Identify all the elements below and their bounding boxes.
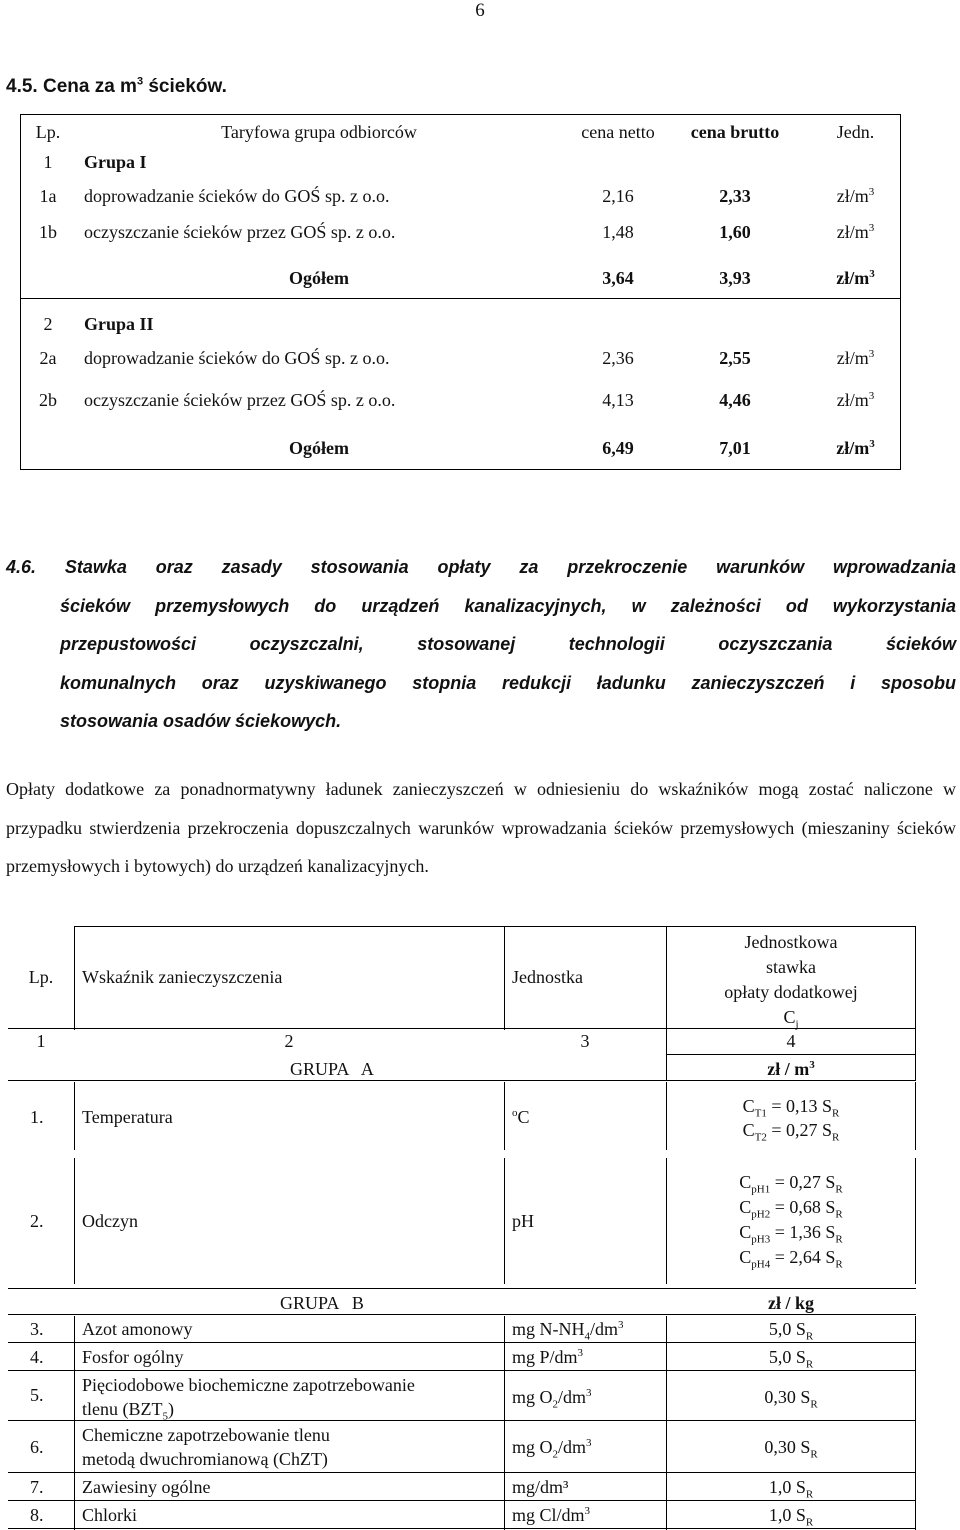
formula-s-sub: R xyxy=(835,1183,843,1196)
unit-base: zł/m xyxy=(836,348,869,368)
row-name: Azot amonowy xyxy=(82,1319,193,1339)
t2-header-indicator: Wskaźnik zanieczyszczenia xyxy=(82,967,283,987)
formula-value: = 0,27 xyxy=(770,1172,826,1192)
rate-value: 5,0 xyxy=(768,1319,796,1339)
unit-sup: 3 xyxy=(586,1387,592,1399)
formula-sub: T2 xyxy=(754,1131,767,1144)
ph-unit: pH xyxy=(512,1211,534,1231)
row-rate xyxy=(666,1346,916,1371)
table-line xyxy=(8,1370,916,1371)
row-lp: 1b xyxy=(39,222,57,242)
row-lp: 4. xyxy=(30,1347,44,1367)
unit-sup: 3 xyxy=(577,1347,584,1359)
row-unit xyxy=(512,1386,592,1411)
row-name-line-2-tail: ) xyxy=(167,1399,174,1419)
rate-line-2: stawka xyxy=(766,957,816,977)
rate-s-sub: R xyxy=(805,1330,814,1343)
row-unit: mg/dm³ xyxy=(512,1477,569,1497)
row-name: Chlorki xyxy=(82,1505,138,1525)
rate-s-sub: R xyxy=(805,1516,814,1529)
group-a-unit-text: zł / m xyxy=(767,1059,810,1079)
rate-s: S xyxy=(795,1319,806,1339)
row-name: oczyszczanie ścieków przez GOŚ sp. z o.o. xyxy=(84,222,396,242)
section-title-text: 4.5. Cena za m xyxy=(6,76,137,97)
rate-c-sub: j xyxy=(795,1018,799,1031)
group-lp: 2 xyxy=(43,314,53,334)
formula-sub: T1 xyxy=(754,1107,767,1120)
unit-base: zł/m xyxy=(836,390,869,410)
unit-sub: 2 xyxy=(552,1448,558,1461)
rate-line-3: opłaty dodatkowej xyxy=(724,982,858,1002)
rate-s: S xyxy=(795,1505,806,1525)
row-rate xyxy=(666,1436,916,1461)
formula-c: C xyxy=(739,1247,752,1267)
group-name: Grupa II xyxy=(84,314,154,334)
rate-line-1: Jednostkowa xyxy=(744,932,838,952)
temp-unit-text: C xyxy=(517,1107,530,1127)
row-name xyxy=(82,1423,330,1471)
unit-sup: 3 xyxy=(869,438,875,450)
formula-c: C xyxy=(739,1222,752,1242)
header-group: Taryfowa grupa odbiorców xyxy=(221,122,417,142)
unit-sup: 3 xyxy=(868,348,875,360)
row-lp: 8. xyxy=(30,1505,44,1525)
table-line xyxy=(8,1528,916,1529)
temp-lp: 1. xyxy=(30,1107,44,1127)
row-name-line-2-sub: 5 xyxy=(162,1410,168,1423)
formula-s-sub: R xyxy=(832,1107,840,1120)
header-net: cena netto xyxy=(581,122,655,142)
unit-sup: 3 xyxy=(618,1319,624,1331)
group-name: Grupa I xyxy=(84,152,147,172)
section-46-line-2: ścieków przemysłowych do urządzeń kanalizacyjnych, w zależności od wykorzystania xyxy=(60,595,956,616)
formula-c: C xyxy=(742,1120,755,1140)
formula-sub: pH1 xyxy=(751,1183,771,1196)
row-brutto: 2,55 xyxy=(719,348,751,368)
formula-s: S xyxy=(825,1222,836,1242)
rate-value: 0,30 xyxy=(764,1437,801,1457)
total-net: 3,64 xyxy=(602,268,634,288)
table-line xyxy=(8,1080,916,1081)
ph-name: Odczyn xyxy=(82,1211,138,1231)
formula-s: S xyxy=(822,1120,833,1140)
page-number: 6 xyxy=(475,0,485,21)
ph-formula xyxy=(666,1195,916,1220)
row-name-line-2 xyxy=(82,1397,415,1421)
unit-a: mg P/dm xyxy=(512,1347,578,1367)
row-brutto: 1,60 xyxy=(719,222,751,242)
formula-s-sub: R xyxy=(835,1233,843,1246)
ph-formula xyxy=(666,1245,916,1270)
formula-s-sub: R xyxy=(832,1131,840,1144)
ph-formulas xyxy=(666,1170,916,1270)
formula-value: = 0,27 xyxy=(766,1120,823,1140)
unit-sup: 3 xyxy=(584,1505,591,1517)
header-brutto: cena brutto xyxy=(690,122,780,142)
row-name: doprowadzanie ścieków do GOŚ sp. z o.o. xyxy=(84,186,390,206)
row-name-line-1: Pięciodobowe biochemiczne zapotrzebowanie xyxy=(82,1375,415,1395)
rate-line-4 xyxy=(666,1005,916,1030)
formula-s: S xyxy=(825,1172,836,1192)
table-line xyxy=(74,1316,75,1530)
unit-a: mg N-NH xyxy=(512,1319,585,1339)
ph-lp: 2. xyxy=(30,1211,44,1231)
temp-formula xyxy=(666,1118,916,1142)
row-name: doprowadzanie ścieków do GOŚ sp. z o.o. xyxy=(84,348,390,368)
temp-name: Temperatura xyxy=(82,1107,173,1127)
unit-base: zł/m xyxy=(836,186,869,206)
row-lp: 6. xyxy=(30,1437,44,1457)
table-line xyxy=(8,1288,916,1289)
row-name: oczyszczanie ścieków przez GOŚ sp. z o.o. xyxy=(84,390,396,410)
rate-c: C xyxy=(783,1007,796,1027)
row-name-line-1: Chemiczne zapotrzebowanie tlenu xyxy=(82,1425,330,1445)
section-46-line-5: stosowania osadów ściekowych. xyxy=(60,711,342,731)
formula-c: C xyxy=(739,1172,752,1192)
row-net: 1,48 xyxy=(602,222,634,242)
row-name-line-2: metodą dwuchromianową (ChZT) xyxy=(82,1449,328,1469)
row-net: 2,16 xyxy=(602,186,634,206)
formula-sub: pH3 xyxy=(751,1233,771,1246)
table-line xyxy=(8,1342,916,1343)
table-line xyxy=(8,1314,916,1315)
total-brutto: 7,01 xyxy=(719,438,751,458)
rate-s: S xyxy=(800,1437,811,1457)
formula-sub: pH2 xyxy=(751,1208,771,1221)
row-name-line-2-text: tlenu (BZT xyxy=(82,1399,163,1419)
table-line xyxy=(504,1316,505,1530)
formula-s: S xyxy=(825,1247,836,1267)
formula-s: S xyxy=(822,1096,833,1116)
col-number: 4 xyxy=(786,1031,796,1051)
ph-formula xyxy=(666,1170,916,1195)
row-unit xyxy=(512,1504,590,1526)
table-line xyxy=(504,926,505,1030)
section-title-sup: 3 xyxy=(136,75,144,88)
row-lp: 3. xyxy=(30,1319,44,1339)
rate-value: 1,0 xyxy=(768,1505,796,1525)
formula-value: = 0,13 xyxy=(766,1096,823,1116)
table-line xyxy=(8,1472,916,1473)
unit-a: mg O xyxy=(512,1387,553,1407)
total-label: Ogółem xyxy=(289,268,349,288)
rate-s-sub: R xyxy=(810,1448,818,1461)
formula-value: = 0,68 xyxy=(770,1197,826,1217)
col-number: 1 xyxy=(36,1031,46,1051)
table-line xyxy=(8,1500,916,1501)
rate-s: S xyxy=(795,1347,806,1367)
unit-base: zł/m xyxy=(836,438,870,458)
rate-value: 0,30 xyxy=(764,1387,801,1407)
row-unit xyxy=(512,1318,624,1343)
formula-value: = 1,36 xyxy=(770,1222,826,1242)
section-title-tail: ścieków. xyxy=(143,76,227,97)
rate-s: S xyxy=(800,1387,811,1407)
row-net: 4,13 xyxy=(602,390,634,410)
table-line xyxy=(74,926,916,927)
rate-s-sub: R xyxy=(805,1358,814,1371)
table-line xyxy=(666,1054,916,1055)
rate-s-sub: R xyxy=(810,1398,818,1411)
table-line xyxy=(74,926,75,1030)
temp-unit xyxy=(512,1106,530,1128)
formula-s: S xyxy=(825,1197,836,1217)
row-lp: 2b xyxy=(39,390,57,410)
group-b-label: GRUPA B xyxy=(280,1293,364,1313)
unit-base: zł/m xyxy=(836,222,869,242)
formula-c: C xyxy=(742,1096,755,1116)
unit-b: /dm xyxy=(558,1437,587,1457)
formula-s-sub: R xyxy=(835,1258,843,1271)
unit-sup: 3 xyxy=(868,186,875,198)
temp-formulas xyxy=(666,1094,916,1142)
unit-b: /dm xyxy=(558,1387,587,1407)
table-line xyxy=(74,1082,75,1150)
group-b-unit: zł / kg xyxy=(767,1293,814,1313)
unit-sup: 3 xyxy=(586,1437,592,1449)
header-lp: Lp. xyxy=(35,122,61,142)
section-46-number: 4.6. xyxy=(6,557,37,577)
unit-a: mg Cl/dm xyxy=(512,1505,585,1525)
rate-s-sub: R xyxy=(805,1488,814,1501)
row-rate xyxy=(666,1504,916,1529)
unit-sup: 3 xyxy=(869,268,875,280)
t2-header-unit: Jednostka xyxy=(512,967,583,987)
table-line xyxy=(504,1158,505,1284)
row-name: Fosfor ogólny xyxy=(82,1347,184,1367)
total-label: Ogółem xyxy=(289,438,349,458)
t2-header-rate xyxy=(666,930,916,1030)
unit-sup: 3 xyxy=(868,222,875,234)
col-number: 3 xyxy=(580,1031,590,1051)
formula-c: C xyxy=(739,1197,752,1217)
group-a-unit xyxy=(666,1058,916,1080)
unit-sub: 4 xyxy=(584,1330,590,1343)
formula-value: = 2,64 xyxy=(770,1247,826,1267)
unit-base: zł/m xyxy=(836,268,870,288)
temp-formula xyxy=(666,1094,916,1118)
row-brutto: 4,46 xyxy=(719,390,751,410)
section-46-line-3: przepustowości oczyszczalni, stosowanej technologii oczyszczania ścieków xyxy=(60,634,956,654)
group-a-label: GRUPA A xyxy=(290,1059,374,1079)
section-46-line-4: komunalnych oraz uzyskiwanego stopnia redukcji ładunku zanieczyszczeń i sposobu xyxy=(60,672,956,693)
unit-sup: 3 xyxy=(868,390,875,402)
table-line xyxy=(74,1158,75,1284)
row-unit xyxy=(512,1346,583,1368)
row-rate xyxy=(666,1386,916,1411)
formula-s-sub: R xyxy=(835,1208,843,1221)
total-net: 6,49 xyxy=(602,438,634,458)
row-lp: 7. xyxy=(30,1477,44,1497)
unit-a: mg O xyxy=(512,1437,553,1457)
formula-sub: pH4 xyxy=(751,1258,771,1271)
group-lp: 1 xyxy=(43,152,53,172)
row-brutto: 2,33 xyxy=(719,186,751,206)
body-paragraph: Opłaty dodatkowe za ponadnormatywny ładunek zanieczyszczeń w odniesieniu do wskaźników mogą zostać naliczone w przypadku stwierdzenia przekroczenia dopuszczalnych warunków wprowadzania ścieków przemysłowych (mieszaniny ścieków przemysłowych i bytowych) do urządzeń kanalizacyjnych. xyxy=(6,779,956,876)
rate-value: 1,0 xyxy=(768,1477,796,1497)
group-a-unit-sup: 3 xyxy=(809,1059,815,1071)
total-brutto: 3,93 xyxy=(719,268,751,288)
row-rate xyxy=(666,1476,916,1501)
t2-header-lp: Lp. xyxy=(28,967,54,987)
row-net: 2,36 xyxy=(602,348,634,368)
row-rate xyxy=(666,1318,916,1343)
ph-formula xyxy=(666,1220,916,1245)
degree-sup: o xyxy=(512,1107,518,1119)
row-lp: 2a xyxy=(39,348,57,368)
unit-b: /dm xyxy=(590,1319,619,1339)
row-lp: 1a xyxy=(39,186,57,206)
rate-s: S xyxy=(795,1477,806,1497)
table-line xyxy=(504,1082,505,1150)
col-number: 2 xyxy=(284,1031,294,1051)
header-unit: Jedn. xyxy=(836,122,875,142)
row-lp: 5. xyxy=(30,1385,44,1405)
rate-value: 5,0 xyxy=(768,1347,796,1367)
unit-sub: 2 xyxy=(552,1398,558,1411)
row-name xyxy=(82,1373,415,1421)
section-46-line-1-text: Stawka oraz zasady stosowania opłaty za przekroczenie warunków wprowadzania xyxy=(64,557,956,577)
row-unit xyxy=(512,1436,592,1461)
row-name: Zawiesiny ogólne xyxy=(82,1477,211,1497)
